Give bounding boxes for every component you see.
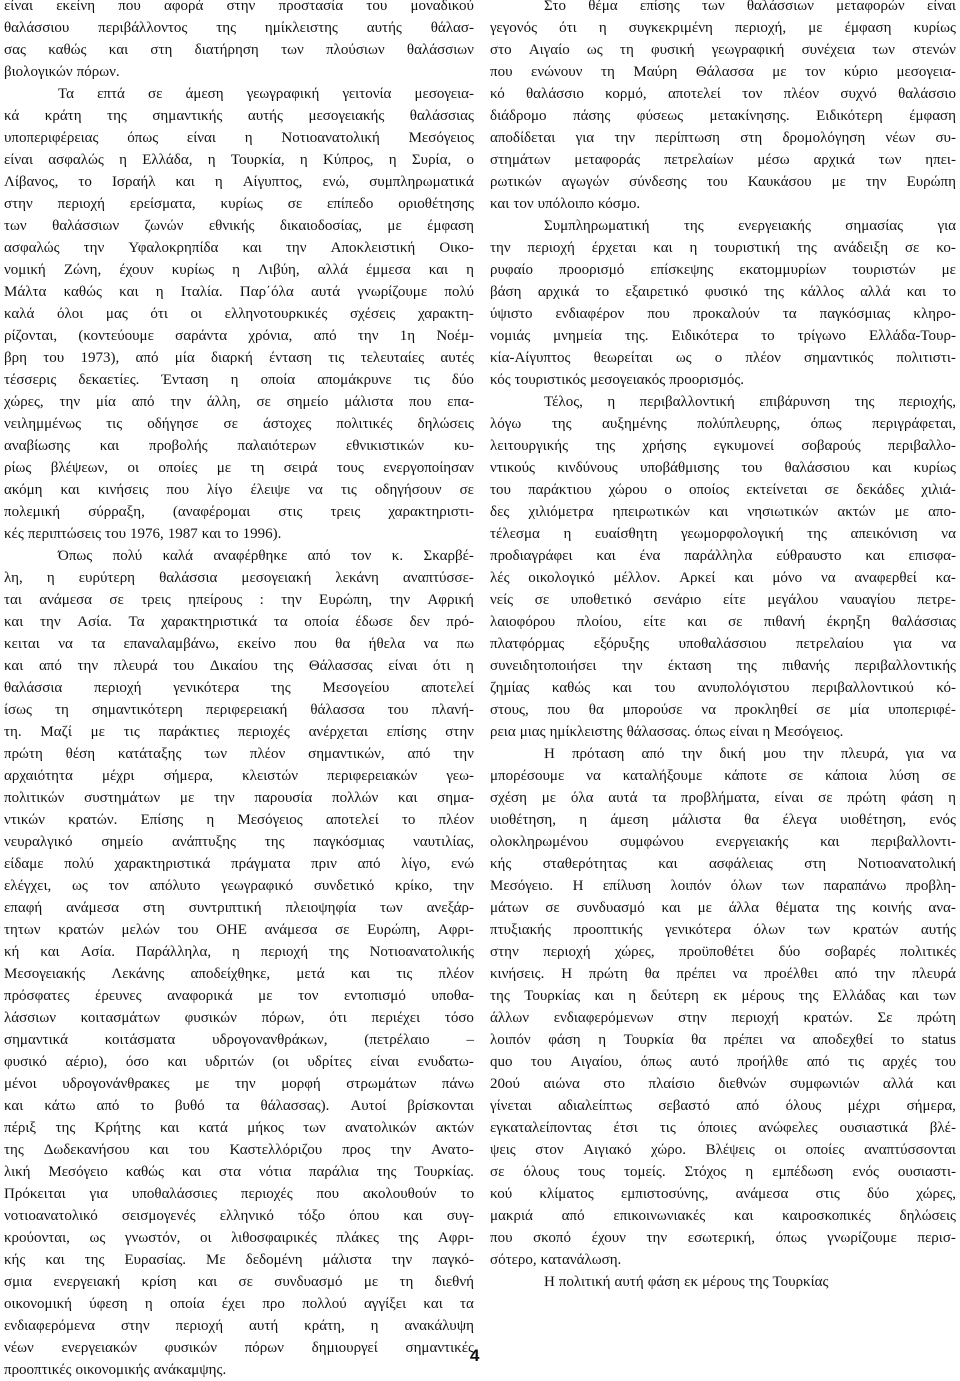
text-line: και τον υπόλοιπο κόσμο. [490, 196, 641, 212]
text-line: μπορέσουμε να καταλήξουμε κάποτε σε κάποια λύση σε [490, 768, 956, 784]
text-line: πολιτικών συστημάτων με την παρουσία πολλών και σημα- [4, 790, 474, 806]
text-line: ολοκληρωμένου συμφώνου ενεργειακής και περιβαλλοντι- [490, 834, 956, 850]
text-line: νοτιοανατολικό σεισμογενές ελληνικό τόξο όπου και συγ- [4, 1208, 474, 1224]
text-line: ίσως τη σημαντικότερη περιφερειακή θάλασσα του πλανή- [4, 702, 474, 718]
text-line: δες χιλιόμετρα ηπειρωτικών και νησιωτικών ακτών με απο- [490, 504, 956, 520]
text-line: κό θαλάσσιο κορμό, αποτελεί τον πλέον συχνό θαλάσσιο [490, 86, 956, 102]
text-line: σε όλους τους τομείς. Στόχος η εμπέδωση ενός ουσιαστι- [490, 1164, 956, 1180]
text-line: κής σταθερότητας και ασφάλειας στη Νοτιοανατολική [490, 856, 956, 872]
text-line: υποπεριφέρειας όπως είναι η Νοτιοανατολική Μεσόγειος [4, 130, 474, 146]
text-line: λάσσιων κοιτασμάτων φυσικών πόρων, ότι περιέχει τόσο [4, 1010, 474, 1026]
text-line: συνειδητοποιήσει την έκταση της πιθανής περιβαλλοντικής [490, 658, 956, 674]
text-line: τητων κρατών μελών του ΟΗΕ ανάμεσα σε Ευρώπη, Αφρι- [4, 922, 474, 938]
text-line: κού κλίματος εμπιστοσύνης, ανάμεσα στις δύο χώρες, [490, 1186, 956, 1202]
text-line: ενδιαφερόμενα στην περιοχή αυτή κράτη, η ανακάλυψη [4, 1318, 474, 1334]
text-line: καλά όλοι μας ότι οι ελληνοτουρκικές σχέσεις χαρακτη- [4, 306, 474, 322]
text-line: που ενώνουν τη Μαύρη Θάλασσα με τον κύριο μεσογεια- [490, 64, 956, 80]
text-line: στην περιοχή χώρες, προϋποθέτει δύο σοβαρές πολιτικές [490, 944, 956, 960]
text-line: στην περιοχή ερείσματα, κυρίως σε επίπεδο οριοθέτησης [4, 196, 474, 212]
text-line: της Δωδεκανήσου και του Καστελλόριζου προς την Ανατο- [4, 1142, 474, 1158]
text-line: Μεσόγειο. Η επίλυση λοιπόν όλων των παραπάνω προβλη- [490, 878, 956, 894]
text-line: νείς σε υποθετικό σενάριο είτε μεγάλου ναυαγίου πετρε- [490, 592, 956, 608]
text-line: φυσικό αέριο), όσο και υδριτών (οι υδρίτες είναι ενυδατω- [4, 1054, 474, 1070]
text-line: βρη του 1973), από μία διαρκή ένταση τις τελευταίες αυτές [4, 350, 474, 366]
text-line: ακόμη και κινήσεις που λίγο έλειψε να τις οδηγήσουν σε [4, 482, 474, 498]
text-line: ντικών κρατών. Επίσης η Μεσόγειος αποτελεί το πλέον [4, 812, 474, 828]
text-line: λική Μεσόγειο καθώς και στα νότια παράλια της Τουρκίας. [4, 1164, 474, 1180]
text-line: πρόσφατες έρευνες αναφορικά με τον εντοπισμό υποθα- [4, 988, 474, 1004]
text-line: Η πολιτική αυτή φάση εκ μέρους της Τουρκίας [544, 1274, 829, 1290]
text-line: επαφή ανάμεσα στη συντριπτική πλειοψηφία των ανεξάρ- [4, 900, 474, 916]
text-line: σμια ενεργειακή κρίση και σε συνδυασμό με τη διεθνή [4, 1274, 474, 1290]
text-line: άλλων ενδιαφερόμενων στην περιοχή κρατών. Σε πρώτη [490, 1010, 956, 1026]
left-column [4, 0, 474, 1381]
text-line: κία-Αίγυπτος θεωρείται ως ο πλέον σημαντικός πολιτιστι- [490, 350, 956, 366]
text-line: κός τουριστικός μεσογειακός προορισμός. [490, 372, 745, 388]
text-line: Λίβανος, το Ισραήλ και η Αίγυπτος, ενώ, συμπληρωματικά [4, 174, 474, 190]
text-line: προδιαγράφει και ένα παράλληλα εύθραυστο και επισφα- [490, 548, 956, 564]
text-line: 20ού αιώνα στο πλαίσιο διεθνών συμφωνιών αλλά και [490, 1076, 956, 1092]
text-line: είναι εκείνη που αφορά στην προστασία του μοναδικού [4, 0, 474, 14]
text-line: υιοθέτηση, η άμεση μάλιστα θα έλεγα υιοθέτηση, ενός [490, 812, 956, 828]
text-line: ρωτικών αγωγών σύνδεσης του Καυκάσου με την Ευρώπη [490, 174, 956, 190]
text-line: διάδρομο πάσης φύσεως μετακίνησης. Ειδικότερη έμφαση [490, 108, 956, 124]
text-line: νευραλγικό σημείο ανάπτυξης της παγκόσμιας ναυτιλίας, [4, 834, 474, 850]
text-line: εγκαταλείποντας έτσι τις όποιες ανώφελες ουσιαστικά βλέ- [490, 1120, 956, 1136]
text-line: Μάλτα καθώς και η Ιταλία. Παρ΄όλα αυτά γνωρίζουμε πολύ [4, 284, 474, 300]
text-line: λές οικολογικό μέλλον. Αρκεί και μόνο να αναφερθεί κα- [490, 570, 956, 586]
text-line: Στο θέμα επίσης των θαλάσσιων μεταφορών είναι [544, 0, 956, 14]
text-line: λη, η ευρύτερη θαλάσσια μεσογειακή λεκάνη αναπτύσσε- [4, 570, 474, 586]
text-line: λειτουργικής της χρήσης εγκυμονεί σοβαρούς περιβαλλο- [490, 438, 956, 454]
text-line: βάση αρχικά το εξαιρετικό φυσικό της κάλλος αλλά και το [490, 284, 956, 300]
text-line: ζημίας καθώς και του ανυπολόγιστου περιβαλλοντικού κό- [490, 680, 956, 696]
text-line: βιολογικών πόρων. [4, 64, 120, 80]
text-line: θαλάσσια περιοχή γενικότερα της Μεσογείου αποτελεί [4, 680, 474, 696]
text-line: μακριά από επικοινωνιακές και καιροσκοπικές δηλώσεις [490, 1208, 956, 1224]
text-line: ντικούς κινδύνους υποβάθμισης του θαλάσσιου και κυρίως [490, 460, 956, 476]
text-line: ελέγχει, ως τον απόλυτο γεωγραφικό συνδετικό κρίκο, την [4, 878, 474, 894]
text-line: την περιοχή έρχεται και η τουριστική της ανάδειξη σε κο- [490, 240, 956, 256]
text-line: τέλεσμα η ευαίσθητη γεωμορφολογική της απεικόνιση να [490, 526, 956, 542]
text-line: πτυξιακής προοπτικής γενικότερα όλων των κρατών αυτής [490, 922, 956, 938]
text-line: σότερο, κατανάλωση. [490, 1252, 622, 1268]
text-line: και την Ασία. Τα χαρακτηριστικά τα οποία έδωσε δεν πρό- [4, 614, 474, 630]
text-line: Συμπληρωματική της ενεργειακής σημασίας για [544, 218, 956, 234]
text-line: πολεμική σύρραξη, (αναφέρομαι στις τρεις χαρακτηριστι- [4, 504, 474, 520]
text-line: κή και Ασία. Παράλληλα, η περιοχή της Νοτιοανατολικής [4, 944, 474, 960]
text-line: του παράκτιου χώρου ο οποίος εκτείνεται σε δεκάδες χιλιά- [490, 482, 956, 498]
text-line: μάτων σε συνδυασμό και με άλλα θέματα της κοινής ανα- [490, 900, 956, 916]
text-line: στημάτων μεταφοράς πετρελαίων μέσω αρχικά των ηπει- [490, 152, 956, 168]
text-line: ρεια μιας ημίκλειστης θάλασσας. όπως είναι η Μεσόγειος. [490, 724, 844, 740]
text-line: Τέλος, η περιβαλλοντική επιβάρυνση της περιοχής, [544, 394, 956, 410]
text-line: πλατφόρμας εξόρυξης υποθαλάσσιου πετρελαίου για να [490, 636, 956, 652]
text-line: οικονομική ύφεση η οποία έχει προ πολλού αγγίξει και τα [4, 1296, 474, 1312]
text-line: ρίως βλέψεων, οι οποίες με τη σειρά τους ενεργοποίησαν [4, 460, 474, 476]
text-line: νέων ενεργειακών φυσικών πόρων δημιουργεί σημαντικές [4, 1340, 474, 1356]
text-line: τη. Μαζί με τις παράκτιες περιοχές ανέρχεται επίσης στην [4, 724, 474, 740]
text-line: σας καθώς και στη διατήρηση των πλούσιων θαλάσσιων [4, 42, 474, 58]
text-line: Μεσογειακής Λεκάνης αποδείχθηκε, μετά και τις πλέον [4, 966, 474, 982]
text-line: Πρόκειται για υποθαλάσσιες περιοχές που ακολουθούν το [4, 1186, 474, 1202]
text-line: που σκοπό έχουν την εσωτερική, όπως γνωρίζουμε περισ- [490, 1230, 956, 1246]
text-line: είδαμε πολύ χαρακτηριστικά πράγματα πριν από λίγο, ενώ [4, 856, 474, 872]
text-line: κειται να τα επαναλαμβάνω, εκείνο που θα ήθελα να πω [4, 636, 474, 652]
text-line: τέσσερις δεκαετίες. Ένταση η οποία απομάκρυνε τις δύο [4, 372, 474, 388]
text-line: θαλάσσιου περιβάλλοντος της ημίκλειστης αυτής θάλασ- [4, 20, 474, 36]
text-line: ρυφαίο προορισμό επίσκεψης εκατομμυρίων τουριστών με [490, 262, 956, 278]
text-line: κρούονται, ως γνωστόν, οι λιθοσφαιρικές πλάκες της Αφρι- [4, 1230, 474, 1246]
text-line: πρώτη θέση κατάταξης των πλέον σημαντικών, από την [4, 746, 474, 762]
text-line: είναι ασφαλώς η Ελλάδα, η Τουρκία, η Κύπρος, η Συρία, ο [4, 152, 474, 168]
text-line: Η πρόταση από την δική μου την πλευρά, για να [544, 746, 956, 762]
text-line: νομιάς μνημεία της. Ειδικότερα το τρίγωνο Ελλάδα-Τουρ- [490, 328, 956, 344]
text-line: αρχαιότητα μέχρι σήμερα, κλειστών περιφερειακών γεω- [4, 768, 474, 784]
text-line: αναβίωσης και προβολής παλαιότερων εθνικιστικών κυ- [4, 438, 474, 454]
text-line: λαιοφόρου πλοίου, είτε και σε πιθανή έκρηξη θαλάσσιας [490, 614, 956, 630]
text-line: πέριξ της Κρήτης και κατά μήκος των ανατολικών ακτών [4, 1120, 474, 1136]
text-line: γίνεται αδιαλείπτως σεβαστό από όλους μέχρι σήμερα, [490, 1098, 956, 1114]
text-line: και από την πλευρά του Δικαίου της Θάλασσας είναι ότι η [4, 658, 474, 674]
text-line: νομική Ζώνη, έχουν κυρίως η Λιβύη, αλλά έμμεσα και η [4, 262, 474, 278]
text-line: ψεις στον Αιγιακό χώρο. Βλέψεις οι οποίες αναπτύσσονται [490, 1142, 956, 1158]
text-line: quo του Αιγαίου, όπως αυτό προήλθε από τις αρχές του [490, 1054, 956, 1070]
text-line: γεγονός ότι η συγκεκριμένη περιοχή, με έμφαση κυρίως [490, 20, 956, 36]
text-line: κής και της Ευρασίας. Με δεδομένη μάλιστα την παγκό- [4, 1252, 474, 1268]
text-line: ρίζονται, (κοντεύουμε σαράντα χρόνια, από την 1η Νοέμ- [4, 328, 474, 344]
text-line: κινήσεις. Η πρώτη θα πρέπει να προέλθει από την πλευρά [490, 966, 956, 982]
text-line: σχέση με όλα αυτά τα προβλήματα, είναι σε πρώτη φάση η [490, 790, 956, 806]
text-line: σημαντικά κοιτάσματα υδρογονανθράκων, (πετρέλαιο – [4, 1032, 474, 1048]
text-line: κές περιπτώσεις του 1976, 1987 και το 1996). [4, 526, 282, 542]
text-line: νειλημμένως τις οδήγησε σε άστοχες πολιτικές δηλώσεις [4, 416, 474, 432]
text-line: μένοι υδρογονάνθρακες με την μορφή στρωμάτων πάνω [4, 1076, 474, 1092]
text-line: λοιπόν φάση η Τουρκία θα πρέπει να αποδεχθεί το status [490, 1032, 956, 1048]
text-line: κά κράτη της σημαντικής αυτής μεσογειακής θαλάσσιας [4, 108, 474, 124]
text-line: αποδίδεται για την περίπτωση στη δρομολόγηση νέων συ- [490, 130, 956, 146]
text-line: της Τουρκίας και η δεύτερη εκ μέρους της Ελλάδας και των [490, 988, 956, 1004]
text-line: ασφαλώς την Υφαλοκρηπίδα και την Αποκλειστική Οικο- [4, 240, 474, 256]
text-line: ύψιστο ενδιαφέρον που προκαλούν τα παγκόσμιας κληρο- [490, 306, 956, 322]
right-column [490, 0, 956, 1293]
text-line: στους, που θα μπορούσε να προκληθεί σε μία υποπεριφέ- [490, 702, 956, 718]
text-line: χώρες, την μία από την άλλη, σε σημείο μάλιστα που επα- [4, 394, 474, 410]
text-line: και κάτω από το βυθό τα θάλασσας). Αυτοί βρίσκονται [4, 1098, 474, 1114]
page-number: 4 [470, 1346, 480, 1365]
text-line: προοπτικές οικονομικής ανάκαμψης. [4, 1362, 227, 1378]
text-line: στο Αιγαίο ως τη φυσική γεωγραφική συνέχεια των στενών [490, 42, 956, 58]
text-line: Τα επτά σε άμεση γεωγραφική γειτονία μεσογεια- [58, 86, 474, 102]
text-line: Όπως πολύ καλά αναφέρθηκε από τον κ. Σκαρβέ- [58, 548, 474, 564]
text-line: λόγω της αυξημένης πολύπλευρης, όπως περιγράφεται, [490, 416, 956, 432]
text-line: των θαλάσσιων ζωνών εθνικής δικαιοδοσίας, με έμφαση [4, 218, 474, 234]
text-line: ται ανάμεσα σε τρεις ηπείρους : την Ευρώπη, την Αφρική [4, 592, 474, 608]
